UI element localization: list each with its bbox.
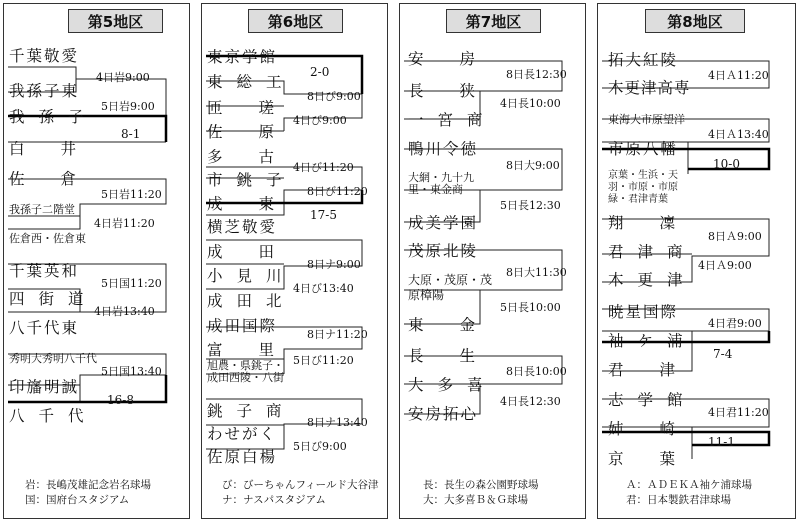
team: 旭農・県銚子・成田西陵・八街 <box>207 359 284 384</box>
district-title: 第6地区 <box>248 9 343 33</box>
team: 長狭 <box>408 82 512 100</box>
team: 袖ケ浦 <box>608 332 697 350</box>
game-label: 8日大11:30 <box>506 266 567 279</box>
venue-note: 長：長生の森公園野球場 <box>423 479 539 491</box>
team: 匝瑳 <box>207 99 311 117</box>
team: 富里 <box>207 341 311 359</box>
team: 長生 <box>408 347 512 365</box>
game-result: 17-5 <box>310 208 337 222</box>
game-label: 5日国13:40 <box>101 365 162 378</box>
game-result: 2-0 <box>310 65 330 79</box>
game-label: 5日び11:20 <box>293 354 354 367</box>
district-title: 第5地区 <box>68 9 163 33</box>
game-label: 5日長12:30 <box>500 199 561 212</box>
team: 成東 <box>207 195 311 213</box>
game-label: 4日岩13:40 <box>94 305 155 318</box>
team: 印旛明誠 <box>9 378 80 396</box>
team: 暁星国際 <box>608 303 679 321</box>
game-label: 4日Ａ11:20 <box>708 69 769 82</box>
team: 君津商 <box>608 243 697 261</box>
team: 木更津 <box>608 271 697 289</box>
team: 我孫子東 <box>9 82 80 100</box>
game-label: 4日び11:20 <box>293 161 354 174</box>
team: 大網・九十九里・東金商 <box>408 171 474 196</box>
team: 東総工 <box>207 73 296 91</box>
team: 銚子商 <box>207 402 296 420</box>
game-label: 5日び9:00 <box>293 440 347 453</box>
venue-note: Ａ：ＡＤＥＫＡ袖ケ浦球場 <box>626 479 752 491</box>
game-label: 8日大9:00 <box>506 159 560 172</box>
team: 四街道 <box>9 290 98 308</box>
team: 八千代 <box>9 407 98 425</box>
team: 大原・茂原・茂原樟陽 <box>408 273 493 302</box>
team: 千葉敬愛 <box>9 47 80 65</box>
game-label: 4日び9:00 <box>293 114 347 127</box>
team: 市銚子 <box>207 171 296 189</box>
district-7-panel <box>399 3 586 519</box>
game-label: 8日長12:30 <box>506 68 567 81</box>
game-label: 8日び9:00 <box>307 90 361 103</box>
game-result: 10-0 <box>713 157 740 171</box>
game-label: 8日ナ13:40 <box>307 416 368 429</box>
game-result: 16-8 <box>107 393 134 407</box>
team: 安房拓心 <box>408 405 479 423</box>
team: 成田 <box>207 243 311 261</box>
team: 志学館 <box>608 391 697 409</box>
game-label: 8日ナ11:20 <box>307 328 368 341</box>
venue-note: 国：国府台スタジアム <box>25 494 130 506</box>
district-title: 第7地区 <box>446 9 541 33</box>
game-result: 11-1 <box>708 435 735 449</box>
team: わせがく <box>207 425 278 443</box>
team: 東京学館 <box>207 48 278 66</box>
team: 京葉・生浜・天羽・市原・市原緑・君津青葉 <box>608 170 678 205</box>
district-5-panel <box>3 3 190 519</box>
team: 翔凜 <box>608 214 712 232</box>
team: 白井 <box>9 140 113 158</box>
game-label: 4日び13:40 <box>293 282 354 295</box>
venue-note: 君：日本製鉄君津球場 <box>626 494 731 506</box>
district-8-panel <box>597 3 796 519</box>
team: 多古 <box>207 148 311 166</box>
game-result: 7-4 <box>713 347 733 361</box>
game-label: 5日岩9:00 <box>101 100 155 113</box>
game-label: 8日長10:00 <box>506 365 567 378</box>
team: 君津 <box>608 361 712 379</box>
team: 茂原北陵 <box>408 242 479 260</box>
team: 市原八幡 <box>608 140 679 158</box>
game-label: 4日岩11:20 <box>94 217 155 230</box>
game-label: 4日長10:00 <box>500 97 561 110</box>
team: 東海大市原望洋 <box>608 113 685 126</box>
district-6-panel <box>201 3 388 519</box>
team: 拓大紅陵 <box>608 51 679 69</box>
venue-note: び：びーちゃんフィールド大谷津 <box>222 479 379 491</box>
game-label: 4日長12:30 <box>500 395 561 408</box>
team: 我孫子 <box>9 108 98 126</box>
game-label: 8日び11:20 <box>307 185 368 198</box>
game-label: 4日岩9:00 <box>96 71 150 84</box>
team: 佐原 <box>207 123 311 141</box>
team: 成田国際 <box>207 317 278 335</box>
team: 安房 <box>408 50 512 68</box>
team: 小見川 <box>207 267 296 285</box>
team: 成田北 <box>207 292 296 310</box>
team: 京葉 <box>608 450 712 468</box>
game-label: 4日君9:00 <box>708 317 762 330</box>
game-result: 8-1 <box>121 127 141 141</box>
game-label: 4日君11:20 <box>708 406 769 419</box>
game-label: 4日Ａ9:00 <box>698 259 752 272</box>
team: 我孫子二階堂 <box>9 203 75 216</box>
game-label: 8日Ａ9:00 <box>708 230 762 243</box>
game-label: 5日長10:00 <box>500 301 561 314</box>
team: 姉崎 <box>608 420 712 438</box>
venue-note: ナ：ナスパスタジアム <box>222 494 326 506</box>
team: 八千代東 <box>9 319 80 337</box>
team: 佐倉西・佐倉東 <box>9 232 86 245</box>
team: 東金 <box>408 316 512 334</box>
game-label: 5日岩11:20 <box>101 188 162 201</box>
team: 木更津高専 <box>608 79 691 97</box>
game-label: 8日ナ9:00 <box>307 258 361 271</box>
team: 千葉英和 <box>9 262 80 280</box>
venue-note: 岩：長嶋茂雄記念岩名球場 <box>25 479 151 491</box>
team: 一宮商 <box>408 111 497 129</box>
team: 佐原白楊 <box>207 448 278 466</box>
team: 鴨川令徳 <box>408 140 479 158</box>
team: 大多喜 <box>408 376 497 394</box>
team: 佐倉 <box>9 170 113 188</box>
district-title: 第8地区 <box>645 9 745 33</box>
team: 秀明大秀明八千代 <box>9 352 97 365</box>
team: 成美学園 <box>408 214 479 232</box>
team: 横芝敬愛 <box>207 218 278 236</box>
game-label: 5日国11:20 <box>101 277 162 290</box>
game-label: 4日Ａ13:40 <box>708 128 769 141</box>
venue-note: 大：大多喜Ｂ＆Ｇ球場 <box>423 494 528 506</box>
